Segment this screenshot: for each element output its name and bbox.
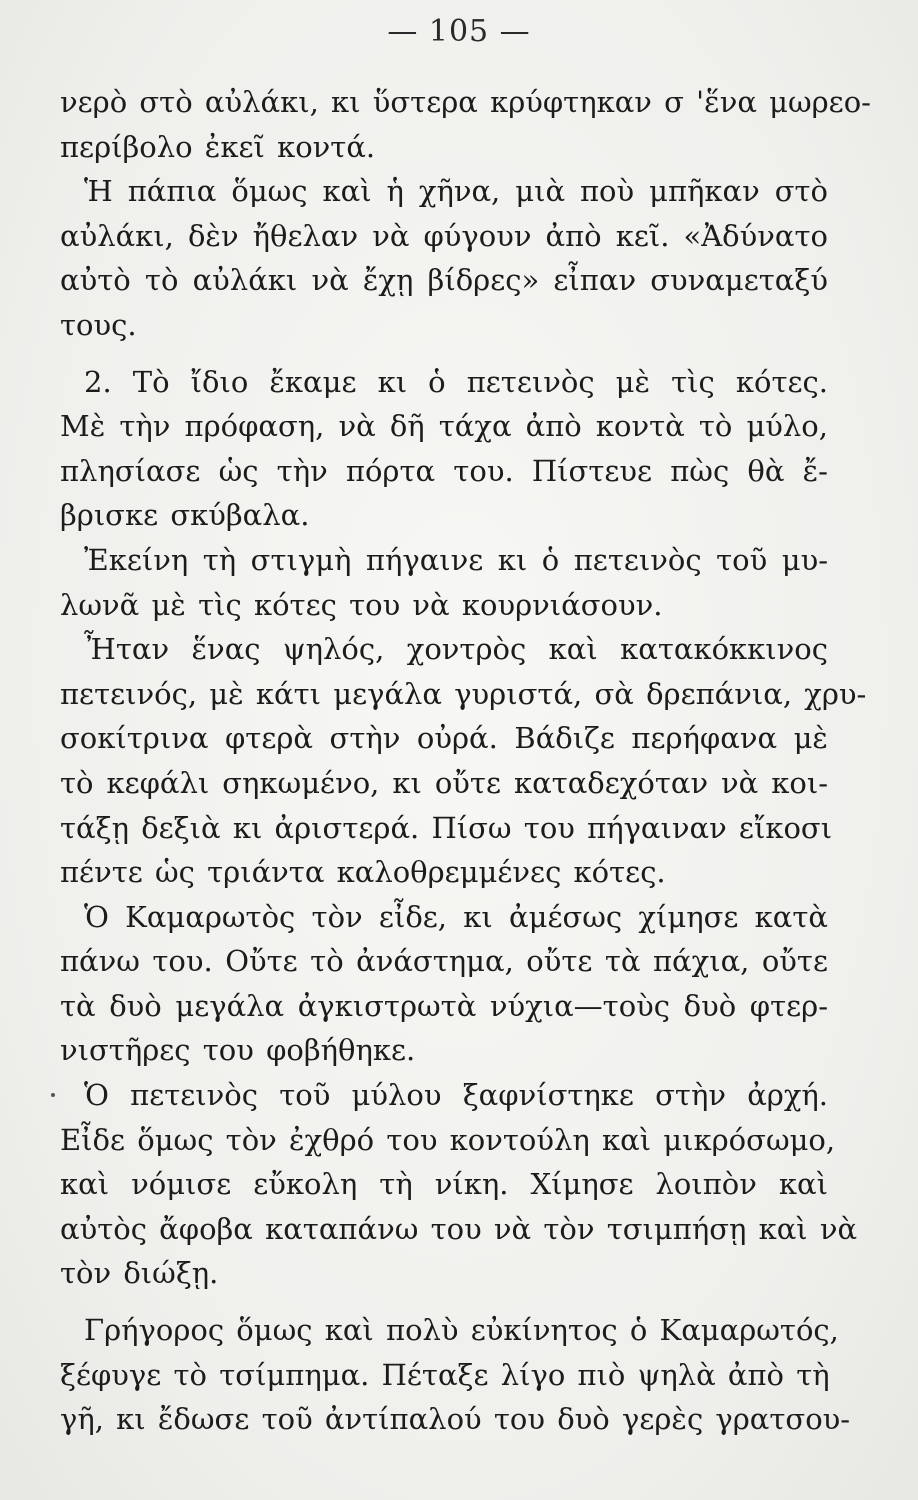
text-line-5: αὐτὸ τὸ αὐλάκι νὰ ἔχῃ βίδρες» εἶπαν συναμεταξύ xyxy=(60,263,828,298)
paragraph-gap xyxy=(60,348,828,360)
text-line-16: τὸ κεφάλι σηκωμένο, κι οὔτε καταδεχόταν νὰ κοι- xyxy=(60,765,828,800)
text-line-10: βρισκε σκύβαλα. xyxy=(60,498,310,533)
text-line-18: πέντε ὡς τριάντα καλοθρεμμένες κότες. xyxy=(60,855,666,890)
text-line-21: τὰ δυὸ μεγάλα ἀγκιστρωτὰ νύχια—τοὺς δυὸ φτερ- xyxy=(60,988,828,1023)
paragraph-gap xyxy=(60,1296,828,1308)
text-line-25: καὶ νόμισε εὔκολη τὴ νίκη. Χίμησε λοιπὸν καὶ xyxy=(60,1167,828,1202)
text-line-6: τους. xyxy=(60,307,137,342)
text-line-11: Ἐκείνη τὴ στιγμὴ πήγαινε κι ὁ πετεινὸς τοῦ μυ- xyxy=(84,542,828,577)
text-line-9: πλησίασε ὡς τὴν πόρτα του. Πίστευε πὼς θὰ ἔ- xyxy=(60,453,828,488)
margin-dot-mark xyxy=(51,1093,55,1097)
text-line-15: σοκίτρινα φτερὰ στὴν οὐρά. Βάδιζε περήφανα μὲ xyxy=(60,721,828,756)
page-number: — 105 — xyxy=(387,14,531,49)
text-line-22: νιστῆρες του φοβήθηκε. xyxy=(60,1033,416,1068)
text-line-2: περίβολο ἐκεῖ κοντά. xyxy=(60,129,376,164)
text-line-17: τάξῃ δεξιὰ κι ἀριστερά. Πίσω του πήγαιναν εἴκοσι xyxy=(60,810,833,845)
text-line-12: λωνᾶ μὲ τὶς κότες του νὰ κουρνιάσουν. xyxy=(60,587,663,622)
text-line-14: πετεινός, μὲ κάτι μεγάλα γυριστά, σὰ δρεπάνια, χρυ- xyxy=(60,676,867,711)
text-line-27: τὸν διώξῃ. xyxy=(60,1256,219,1291)
text-line-7: 2. Τὸ ἴδιο ἔκαμε κι ὁ πετεινὸς μὲ τὶς κότες. xyxy=(84,364,828,399)
text-line-19: Ὁ Καμαρωτὸς τὸν εἶδε, κι ἀμέσως χίμησε κατὰ xyxy=(84,899,828,934)
text-line-24: Εἶδε ὅμως τὸν ἐχθρό του κοντούλη καὶ μικρόσωμο, xyxy=(60,1122,836,1157)
text-line-1: νερὸ στὸ αὐλάκι, κι ὕστερα κρύφτηκαν σ 'ἕνα μωρεο- xyxy=(60,85,871,119)
text-line-29: ξέφυγε τὸ τσίμπημα. Πέταξε λίγο πιὸ ψηλὰ ἀπὸ τὴ xyxy=(60,1357,830,1392)
body-text xyxy=(60,80,871,1442)
text-line-28: Γρήγορος ὅμως καὶ πολὺ εὐκίνητος ὁ Καμαρωτός, xyxy=(84,1313,839,1348)
text-line-4: αὐλάκι, δὲν ἤθελαν νὰ φύγουν ἀπὸ κεῖ. «Ἀδύνατο xyxy=(60,218,828,253)
text-line-30: γῆ, κι ἔδωσε τοῦ ἀντίπαλού του δυὸ γερὲς γρατσου- xyxy=(60,1402,851,1437)
text-line-26: αὐτὸς ἄφοβα καταπάνω του νὰ τὸν τσιμπήσῃ καὶ νὰ xyxy=(60,1211,858,1246)
text-line-20: πάνω του. Οὔτε τὸ ἀνάστημα, οὔτε τὰ πάχια, οὔτε xyxy=(60,944,828,979)
text-line-3: Ἡ πάπια ὅμως καὶ ἡ χῆνα, μιὰ ποὺ μπῆκαν στὸ xyxy=(84,174,828,209)
text-line-8: Μὲ τὴν πρόφαση, νὰ δῆ τάχα ἀπὸ κοντὰ τὸ μύλο, xyxy=(60,409,828,444)
text-line-23: Ὁ πετεινὸς τοῦ μύλου ξαφνίστηκε στὴν ἀρχή. xyxy=(84,1078,828,1113)
text-line-13: Ἦταν ἕνας ψηλός, χοντρὸς καὶ κατακόκκινος xyxy=(84,632,828,667)
